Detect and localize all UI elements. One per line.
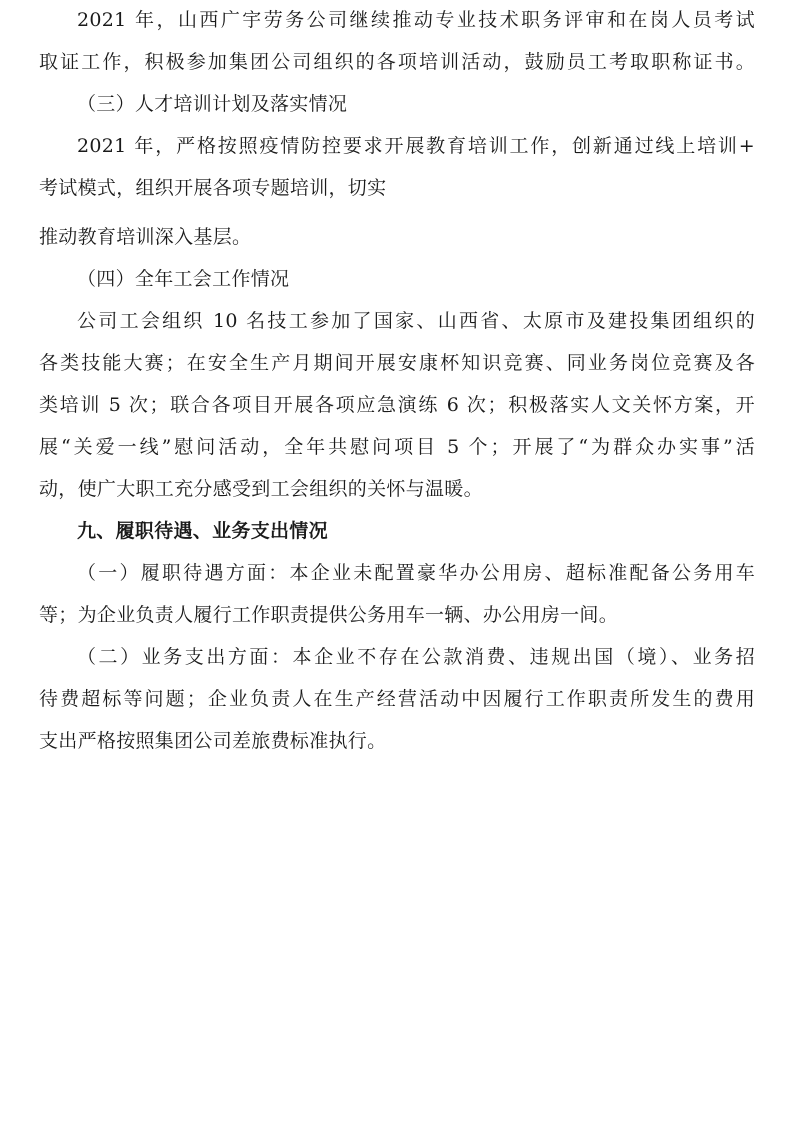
paragraph-line: 动，使广大职工充分感受到工会组织的关怀与温暖。 [39,478,483,500]
paragraph-line: （二）业务支出方面：本企业不存在公款消费、违规出国（境）、业务招 [77,646,755,668]
paragraph-line: 2021 年，严格按照疫情防控要求开展教育培训工作，创新通过线上培训+ [77,135,755,157]
section-heading: 九、履职待遇、业务支出情况 [77,520,328,542]
paragraph-line: 支出严格按照集团公司差旅费标准执行。 [39,730,387,752]
paragraph-line: 取证工作，积极参加集团公司组织的各项培训活动，鼓励员工考取职称证书。 [39,51,755,73]
paragraph-line: 各类技能大赛；在安全生产月期间开展安康杯知识竞赛、同业务岗位竞赛及各 [39,352,755,374]
paragraph-line: 类培训 5 次；联合各项目开展各项应急演练 6 次；积极落实人文关怀方案，开 [39,394,755,416]
section-subheading: （四）全年工会工作情况 [77,268,290,290]
paragraph-line: 待费超标等问题；企业负责人在生产经营活动中因履行工作职责所发生的费用 [39,688,755,710]
section-subheading: （三）人才培训计划及落实情况 [77,93,348,115]
paragraph-line: 推动教育培训深入基层。 [39,226,252,248]
paragraph-line: 考试模式，组织开展各项专题培训，切实 [39,177,387,199]
paragraph-line: （一）履职待遇方面：本企业未配置豪华办公用房、超标准配备公务用车 [77,562,755,584]
paragraph-line: 公司工会组织 10 名技工参加了国家、山西省、太原市及建投集团组织的 [77,310,755,332]
paragraph-line: 2021 年，山西广宇劳务公司继续推动专业技术职务评审和在岗人员考试 [77,9,755,31]
paragraph-line: 等；为企业负责人履行工作职责提供公务用车一辆、办公用房一间。 [39,604,619,626]
paragraph-line: 展“关爱一线”慰问活动，全年共慰问项目 5 个；开展了“为群众办实事”活 [39,436,755,458]
